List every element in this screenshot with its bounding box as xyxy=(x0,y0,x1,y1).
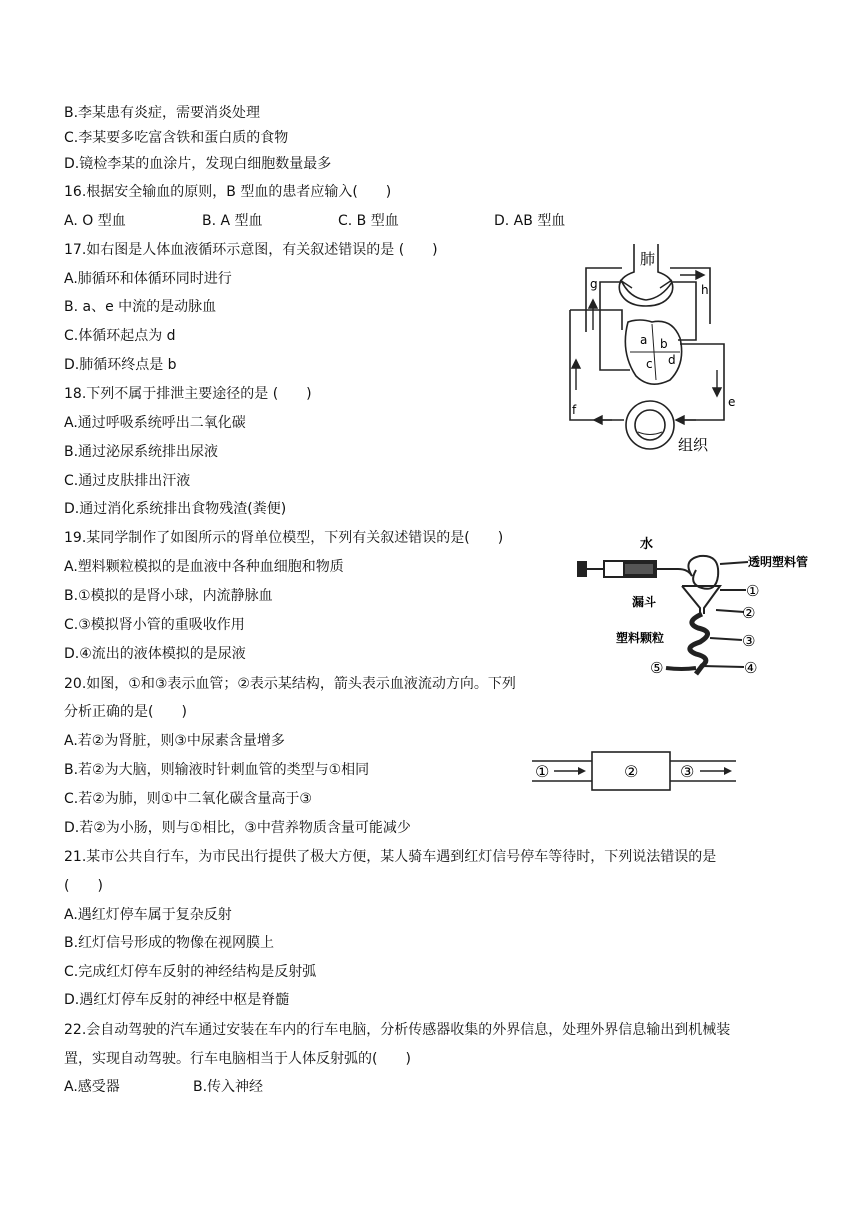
funnel-label: 漏斗 xyxy=(632,595,657,609)
structure-2-mark: ② xyxy=(624,762,639,781)
label-g: g xyxy=(590,277,598,291)
q17-option-c: C.体循环起点为 d xyxy=(64,328,176,344)
label-h: h xyxy=(701,283,709,297)
mark-4: ④ xyxy=(744,659,758,677)
q17-stem: 17.如右图是人体血液循环示意图，有关叙述错误的是 ( ) xyxy=(64,242,438,258)
q16-option-a: A. O 型血 xyxy=(64,213,126,229)
q18-option-a: A.通过呼吸系统呼出二氧化碳 xyxy=(64,415,246,431)
q22-option-b: B.传入神经 xyxy=(193,1079,264,1095)
q20-option-b: B.若②为大脑，则输液时针刺血管的类型与①相同 xyxy=(64,762,370,778)
q18-stem: 18.下列不属于排泄主要途径的是 ( ) xyxy=(64,386,312,402)
tissue-label: 组织 xyxy=(678,436,709,454)
particles-label: 塑料颗粒 xyxy=(616,631,665,645)
label-f: f xyxy=(572,403,577,417)
mark-3: ③ xyxy=(742,632,756,650)
mark-5: ⑤ xyxy=(650,659,664,677)
q18-option-b: B.通过泌尿系统排出尿液 xyxy=(64,444,219,460)
q17-option-d: D.肺循环终点是 b xyxy=(64,357,177,373)
q15-option-b: B.李某患有炎症，需要消炎处理 xyxy=(64,105,261,121)
q20-stem-line2: 分析正确的是( ) xyxy=(64,704,187,720)
q20-option-c: C.若②为肺，则①中二氧化碳含量高于③ xyxy=(64,791,312,807)
label-e: e xyxy=(728,395,736,409)
nephron-model-diagram xyxy=(570,530,820,680)
q20-option-a: A.若②为肾脏，则③中尿素含量增多 xyxy=(64,733,285,749)
q21-stem-line2: ( ) xyxy=(64,878,103,894)
label-d: d xyxy=(668,353,676,367)
label-b: b xyxy=(660,337,668,351)
q19-stem: 19.某同学制作了如图所示的肾单位模型，下列有关叙述错误的是( ) xyxy=(64,530,504,546)
vessel-1-mark: ① xyxy=(535,762,550,781)
q19-option-c: C.③模拟肾小管的重吸收作用 xyxy=(64,617,245,633)
q21-option-d: D.遇红灯停车反射的神经中枢是脊髓 xyxy=(64,992,290,1008)
water-label: 水 xyxy=(640,537,654,552)
vessel-3-mark: ③ xyxy=(680,762,695,781)
mark-2: ② xyxy=(742,604,756,622)
q21-stem-line1: 21.某市公共自行车，为市民出行提供了极大方便，某人骑车遇到红灯信号停车等待时，下列说法错误的是 xyxy=(64,849,717,865)
vessel-structure-diagram xyxy=(532,748,742,794)
q15-option-c: C.李某要多吃富含铁和蛋白质的食物 xyxy=(64,130,289,146)
q21-option-c: C.完成红灯停车反射的神经结构是反射弧 xyxy=(64,964,317,980)
q22-stem-line1: 22.会自动驾驶的汽车通过安装在车内的行车电脑，分析传感器收集的外界信息，处理外界信息输出到机械装 xyxy=(64,1022,731,1038)
q19-option-b: B.①模拟的是肾小球，内流静脉血 xyxy=(64,588,273,604)
lung-label: 肺 xyxy=(640,250,656,268)
q15-option-d: D.镜检李某的血涂片，发现白细胞数量最多 xyxy=(64,156,332,172)
q17-option-b: B. a、e 中流的是动脉血 xyxy=(64,299,217,315)
q18-option-c: C.通过皮肤排出汗液 xyxy=(64,473,191,489)
q16-option-d: D. AB 型血 xyxy=(494,213,566,229)
blood-circulation-diagram xyxy=(560,240,740,460)
q22-stem-line2: 置，实现自动驾驶。行车电脑相当于人体反射弧的( ) xyxy=(64,1051,411,1067)
q16-option-b: B. A 型血 xyxy=(202,213,263,229)
mark-1: ① xyxy=(746,582,760,600)
q21-option-b: B.红灯信号形成的物像在视网膜上 xyxy=(64,935,275,951)
q18-option-d: D.通过消化系统排出食物残渣(粪便) xyxy=(64,501,287,517)
q21-option-a: A.遇红灯停车属于复杂反射 xyxy=(64,907,232,923)
q16-stem: 16.根据安全输血的原则，B 型血的患者应输入( ) xyxy=(64,184,392,200)
label-c: c xyxy=(646,357,653,371)
q22-option-a: A.感受器 xyxy=(64,1079,120,1095)
q19-option-d: D.④流出的液体模拟的是尿液 xyxy=(64,646,246,662)
tube-label: 透明塑料管 xyxy=(748,555,809,569)
label-a: a xyxy=(640,333,648,347)
q19-option-a: A.塑料颗粒模拟的是血液中各种血细胞和物质 xyxy=(64,559,344,575)
q20-option-d: D.若②为小肠，则与①相比，③中营养物质含量可能减少 xyxy=(64,820,411,836)
q17-option-a: A.肺循环和体循环同时进行 xyxy=(64,271,232,287)
q16-option-c: C. B 型血 xyxy=(338,213,399,229)
q20-stem-line1: 20.如图，①和③表示血管；②表示某结构，箭头表示血液流动方向。下列 xyxy=(64,676,516,692)
